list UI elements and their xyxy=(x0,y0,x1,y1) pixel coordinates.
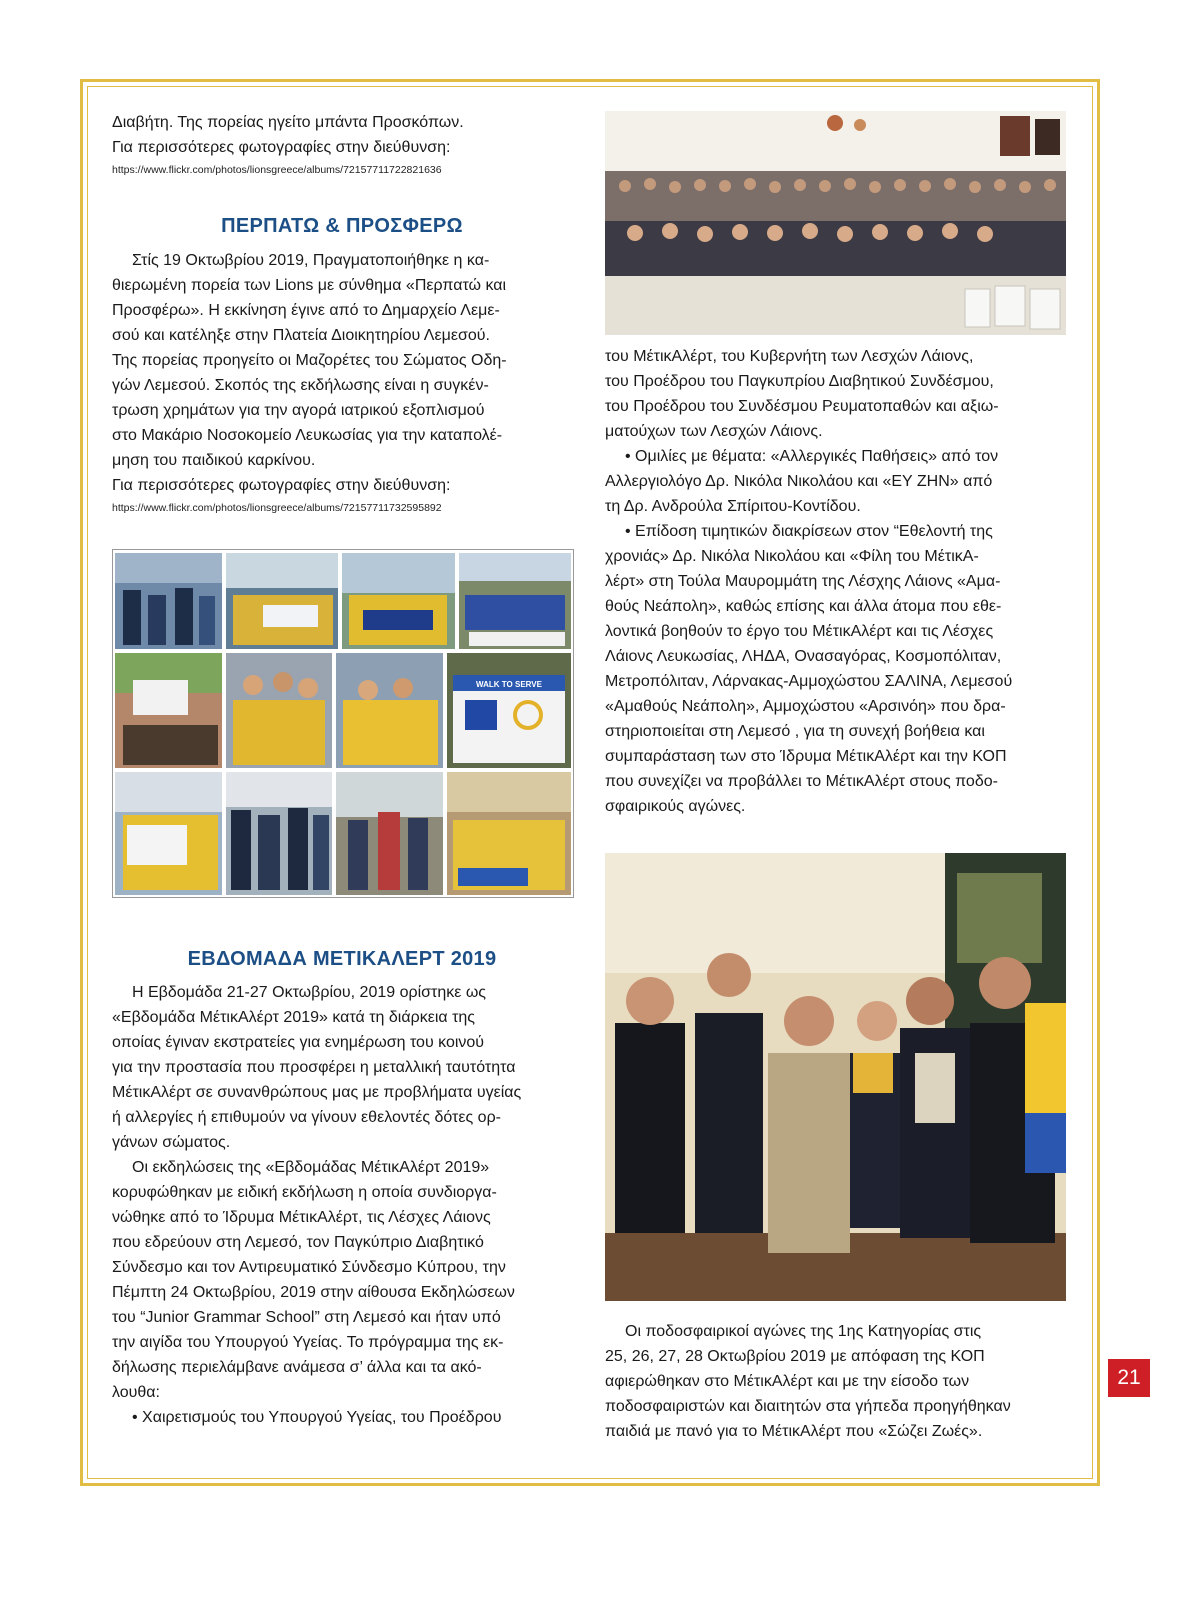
text-line: γών Λεμεσού. Σκοπός της εκδήλωσης είναι η συγκέν- xyxy=(112,377,489,394)
text-line: θούς Νεάπολη», καθώς επίσης και άλλα άτομα που εθε- xyxy=(605,598,1002,615)
text-line: που συνεχίζει να προβάλλει το ΜέτικΑλέρτ στους ποδο- xyxy=(605,773,998,790)
collage-photo xyxy=(226,772,332,895)
football-text xyxy=(605,1319,1066,1444)
text-line: ή αλλεργίες ή επιθυμούν να γίνουν εθελοντές δότες ορ- xyxy=(112,1109,501,1126)
collage-photo xyxy=(226,653,332,768)
text-line: λοντικά βοηθούν το έργο του ΜέτικΑλέρτ και τις Λέσχες xyxy=(605,623,994,640)
text-line: • Επίδοση τιμητικών διακρίσεων στον “Εθελοντή της xyxy=(625,523,993,540)
collage-photo xyxy=(447,772,571,895)
award-group-photo xyxy=(605,853,1066,1301)
text-line: θιερωμένη πορεία των Lions με σύνθημα «Περπατώ και xyxy=(112,277,507,294)
text-line: Της πορείας προηγείτο οι Μαζορέτες του Σώματος Οδη- xyxy=(112,352,507,369)
walk-photo-collage xyxy=(112,549,574,898)
text-line: Οι εκδηλώσεις της «Εβδομάδας ΜέτικΑλέρτ 2019» xyxy=(132,1159,490,1176)
walk-body xyxy=(112,248,572,514)
text-line: γάνων σώματος. xyxy=(112,1134,231,1151)
left-top-text xyxy=(112,110,572,176)
text-line: μηση του παιδικού καρκίνου. xyxy=(112,452,316,469)
text-line: Στίς 19 Οκτωβρίου 2019, Πραγματοποιήθηκε η κα- xyxy=(132,252,490,269)
week-body xyxy=(112,980,572,1430)
text-line: Προσφέρω». Η εκκίνηση έγινε από το Δημαρχείο Λεμε- xyxy=(112,302,500,319)
text-line: τρωση χρημάτων για την αγορά ιατρικού εξοπλισμού xyxy=(112,402,485,419)
collage-photo xyxy=(336,772,443,895)
text-line: χρονιάς» Δρ. Νικόλα Νικολάου και «Φίλη του ΜέτικΑ- xyxy=(605,548,979,565)
collage-photo xyxy=(447,653,571,768)
text-line: • Χαιρετισμούς του Υπουργού Υγείας, του Προέδρου xyxy=(132,1409,502,1426)
text-line: του Προέδρου του Συνδέσμου Ρευματοπαθών και αξιω- xyxy=(605,398,999,415)
text-line: Διαβήτη. Της πορείας ηγείτο μπάντα Προσκόπων. xyxy=(112,114,464,131)
text-line: Οι ποδοσφαιρικοί αγώνες της 1ης Κατηγορίας στις xyxy=(625,1323,982,1340)
collage-photo xyxy=(459,553,571,649)
section-heading-week: ΕΒΔΟΜΑΔΑ ΜΕΤΙΚΑΛΕΡΤ 2019 xyxy=(187,948,497,970)
section-heading-walk: ΠΕΡΠΑΤΩ & ΠΡΟΣΦΕΡΩ xyxy=(221,215,463,237)
collage-photo xyxy=(226,553,338,649)
album-url[interactable]: https://www.flickr.com/photos/lionsgreece/albums/72157711732595892 xyxy=(112,502,442,514)
text-line: οποίας έγιναν εκστρατείες για ενημέρωση του κοινού xyxy=(112,1034,485,1051)
collage-photo xyxy=(115,553,222,649)
text-line: Μετροπόλιταν, Λάρνακας-Αμμοχώστου ΣΑΛΙΝΑ, Λεμεσού xyxy=(605,673,1013,690)
text-line: • Ομιλίες με θέματα: «Αλλεργικές Παθήσεις» από τον xyxy=(625,448,999,465)
text-line: Για περισσότερες φωτογραφίες στην διεύθυνση: xyxy=(112,139,451,156)
text-line: του ΜέτικΑλέρτ, του Κυβερνήτη των Λεσχών Λάιονς, xyxy=(605,348,974,365)
banner-text: WALK TO SERVE xyxy=(476,680,542,689)
text-line: συμπαράσταση των στο Ίδρυμα ΜέτικΑλέρτ και την ΚΟΠ xyxy=(605,748,1007,765)
text-line: Λάιονς Λευκωσίας, ΛΗΔΑ, Ονασαγόρας, Κοσμοπόλιταν, xyxy=(605,648,1002,665)
collage-photo xyxy=(336,653,443,768)
text-line: Για περισσότερες φωτογραφίες στην διεύθυνση: xyxy=(112,477,451,494)
text-line: «Εβδομάδα ΜέτικΑλέρτ 2019» κατά τη διάρκεια της xyxy=(112,1009,475,1026)
text-line: 25, 26, 27, 28 Οκτωβρίου 2019 με απόφαση της ΚΟΠ xyxy=(605,1348,985,1365)
text-line: κορυφώθηκαν με ειδική εκδήλωση η οποία συνδιοργα- xyxy=(112,1184,497,1201)
page-number: 21 xyxy=(1108,1359,1150,1397)
text-line: ΜέτικΑλέρτ σε συνανθρώπους μας με προβλήματα υγείας xyxy=(112,1084,522,1101)
text-line: Η Εβδομάδα 21-27 Οκτωβρίου, 2019 ορίστηκε ως xyxy=(132,984,487,1001)
text-line: λέρτ» στη Τούλα Μαυρομμάτη της Λέσχης Λάιονς «Αμα- xyxy=(605,573,1001,590)
text-line: Αλλεργιολόγο Δρ. Νικόλα Νικολάου και «ΕΥ ΖΗΝ» από xyxy=(605,473,993,490)
text-line: παιδιά με πανό για το ΜέτικΑλέρτ που «Σώζει Ζωές». xyxy=(605,1423,983,1440)
album-url[interactable]: https://www.flickr.com/photos/lionsgreece/albums/72157711722821636 xyxy=(112,164,442,176)
text-line: «Αμαθούς Νεάπολη», Αμμοχώστου «Αρσινόη» που δρα- xyxy=(605,698,1006,715)
text-line: στο Μακάριο Νοσοκομείο Λευκωσίας για την καταπολέ- xyxy=(112,427,503,444)
text-line: ποδοσφαιριστών και διαιτητών στα γήπεδα προηγήθηκαν xyxy=(605,1398,1011,1415)
text-line: την αιγίδα του Υπουργού Υγείας. Το πρόγραμμα της εκ- xyxy=(112,1334,504,1351)
text-line: λουθα: xyxy=(112,1384,160,1401)
text-line: νώθηκε από το Ίδρυμα ΜέτικΑλέρτ, τις Λέσχες Λάιονς xyxy=(112,1209,491,1226)
text-line: που εδρεύουν στη Λεμεσό, τον Παγκύπριο Διαβητικό xyxy=(112,1234,484,1251)
text-line: αφιερώθηκαν στο ΜέτικΑλέρτ και με την είσοδο των xyxy=(605,1373,970,1390)
collage-photo xyxy=(342,553,455,649)
text-line: Σύνδεσμο και τον Αντιρευματικό Σύνδεσμο Κύπρου, την xyxy=(112,1259,506,1276)
text-line: Πέμπτη 24 Οκτωβρίου, 2019 στην αίθουσα Εκδηλώσεων xyxy=(112,1284,515,1301)
text-line: δήλωσης περιελάμβανε ανάμεσα σ’ άλλα και τα ακό- xyxy=(112,1359,482,1376)
text-line: σού και κατέληξε στην Πλατεία Διοικητηρίου Λεμεσού. xyxy=(112,327,490,344)
program-text xyxy=(605,344,1066,819)
text-line: στηριοποιείται στη Λεμεσό , για τη συνεχή βοήθεια και xyxy=(605,723,985,740)
collage-photo xyxy=(115,772,222,895)
text-line: του Προέδρου του Παγκυπρίου Διαβητικού Συνδέσμου, xyxy=(605,373,994,390)
audience-photo xyxy=(605,111,1066,335)
text-line: για την προστασία που προσφέρει η μεταλλική ταυτότητα xyxy=(112,1059,516,1076)
text-line: τη Δρ. Ανδρούλα Σπίριτου-Κοντίδου. xyxy=(605,498,861,515)
text-line: ματούχων των Λεσχών Λάιονς. xyxy=(605,423,823,440)
text-line: σφαιρικούς αγώνες. xyxy=(605,798,746,815)
collage-photo xyxy=(115,653,222,768)
text-line: του “Junior Grammar School” στη Λεμεσό και ήταν υπό xyxy=(112,1309,501,1326)
